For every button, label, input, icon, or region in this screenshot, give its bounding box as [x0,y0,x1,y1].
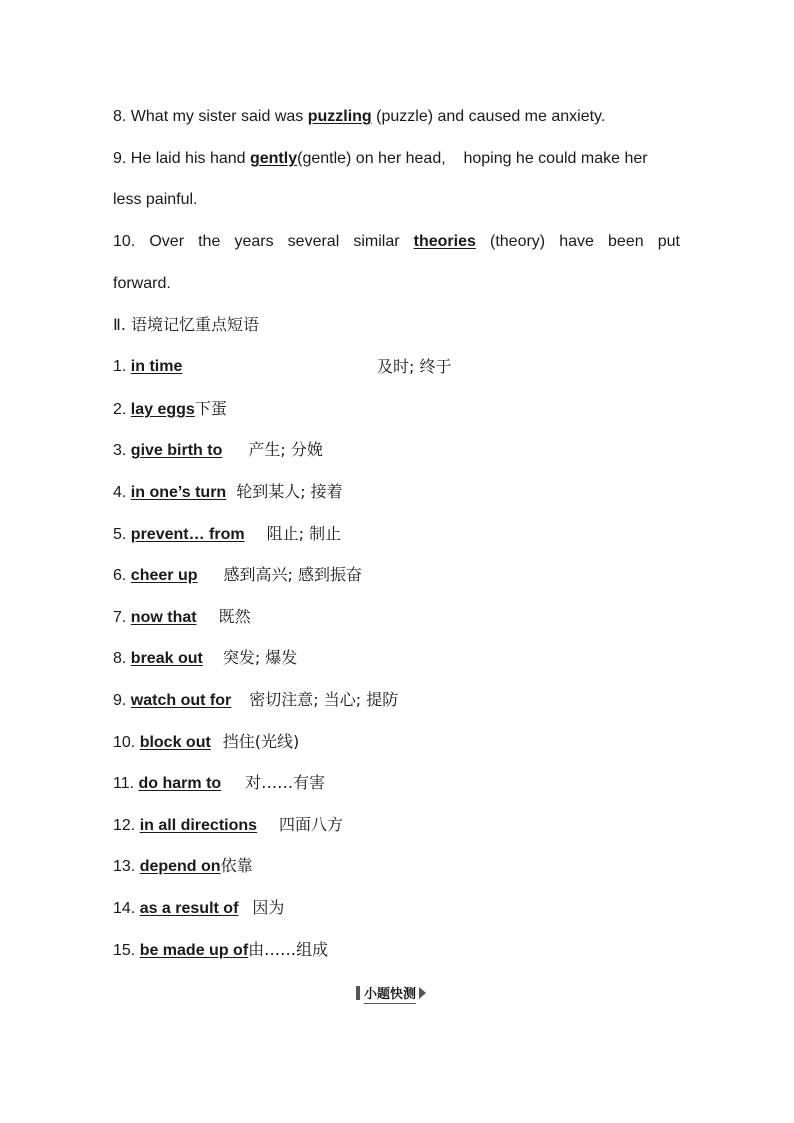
phrase-number: 12. [113,817,140,834]
phrase-answer: now that [130,609,197,626]
phrase-item-1 [113,357,452,377]
triangle-right-icon [419,987,426,999]
sentence-10 [113,232,680,252]
answer-word: theories [413,233,476,250]
phrase-number: 5. [113,526,131,543]
phrase-item-5 [113,524,341,545]
phrase-number: 13. [113,858,140,875]
phrase-answer: in all directions [139,817,258,834]
badge-bar-icon [356,986,360,1000]
phrase-item-15 [113,940,328,961]
phrase-meaning: 感到高兴; 感到振奋 [223,565,362,584]
phrase-meaning: 产生; 分娩 [248,440,323,459]
phrase-number: 7. [113,609,131,626]
sentence-10-continuation: forward. [113,275,171,292]
phrase-meaning: 四面八方 [279,815,344,834]
phrase-number: 2. [113,401,131,418]
phrase-item-6 [113,565,362,586]
sentence-9 [113,149,648,169]
sentence-word: the [198,233,221,250]
phrase-number: 4. [113,484,131,501]
sentence-word: been [608,233,644,250]
phrase-meaning: 下蛋 [194,399,227,418]
phrase-number: 15. [113,942,140,959]
phrase-answer: do harm to [138,775,222,792]
phrase-number: 3. [113,442,131,459]
phrase-item-2 [113,399,227,420]
sentence-text: (puzzle) and caused me anxiety. [371,108,606,125]
phrase-answer: block out [139,734,211,751]
sentence-word: put [657,233,680,250]
phrase-number: 10. [113,734,140,751]
sentence-word: similar [353,233,400,250]
phrase-meaning: 依靠 [220,856,253,875]
sentence-9-continuation: less painful. [113,191,198,208]
phrase-item-10 [113,732,299,753]
phrase-meaning: 密切注意; 当心; 提防 [249,690,399,709]
answer-word: puzzling [307,108,372,125]
phrase-item-3 [113,440,323,461]
phrase-item-8 [113,648,297,669]
section-heading: Ⅱ. 语境记忆重点短语 [113,315,260,334]
sentence-word: years [234,233,274,250]
phrase-meaning: 阻止; 制止 [266,524,342,543]
phrase-meaning: 挡住(光线) [222,732,300,751]
phrase-meaning: 及时; 终于 [377,357,452,376]
section-badge [356,983,426,1003]
phrase-answer: as a result of [139,900,239,917]
phrase-answer: be made up of [139,942,249,959]
sentence-8 [113,107,605,127]
phrase-answer: watch out for [130,692,232,709]
phrase-item-7 [113,607,251,628]
phrase-answer: in time [130,358,183,375]
sentence-text: 8. What my sister said was [113,108,308,125]
phrase-answer: depend on [139,858,221,875]
phrase-answer: in one’s turn [130,484,227,501]
sentence-word: have [559,233,594,250]
phrase-answer: prevent… from [130,526,245,543]
sentence-word: several [287,233,340,250]
phrase-number: 1. [113,358,131,375]
phrase-meaning: 轮到某人; 接着 [236,482,343,501]
phrase-item-14 [113,898,284,919]
phrase-answer: give birth to [130,442,223,459]
phrase-item-13 [113,856,253,877]
phrase-number: 6. [113,567,131,584]
phrase-number: 11. [113,775,139,792]
phrase-meaning: 因为 [252,898,285,917]
phrase-meaning: 由……组成 [248,940,329,959]
sentence-text: (gentle) on her head, hoping he could make her [297,150,648,167]
phrase-item-9 [113,690,398,711]
phrase-item-12 [113,815,343,836]
sentence-text: 9. He laid his hand [113,150,250,167]
badge-label: 小题快测 [364,983,416,1004]
phrase-answer: break out [130,650,203,667]
phrase-answer: lay eggs [130,401,195,418]
phrase-item-4 [113,482,343,503]
phrase-number: 14. [113,900,140,917]
phrase-item-11 [113,773,325,794]
answer-word: gently [249,150,298,167]
phrase-meaning: 突发; 爆发 [222,648,298,667]
sentence-word: 10. [113,233,136,250]
phrase-number: 9. [113,692,131,709]
sentence-word: Over [149,233,185,250]
phrase-number: 8. [113,650,131,667]
phrase-meaning: 既然 [218,607,251,626]
phrase-meaning: 对……有害 [245,773,326,792]
phrase-answer: cheer up [130,567,198,584]
sentence-word: (theory) [490,233,546,250]
